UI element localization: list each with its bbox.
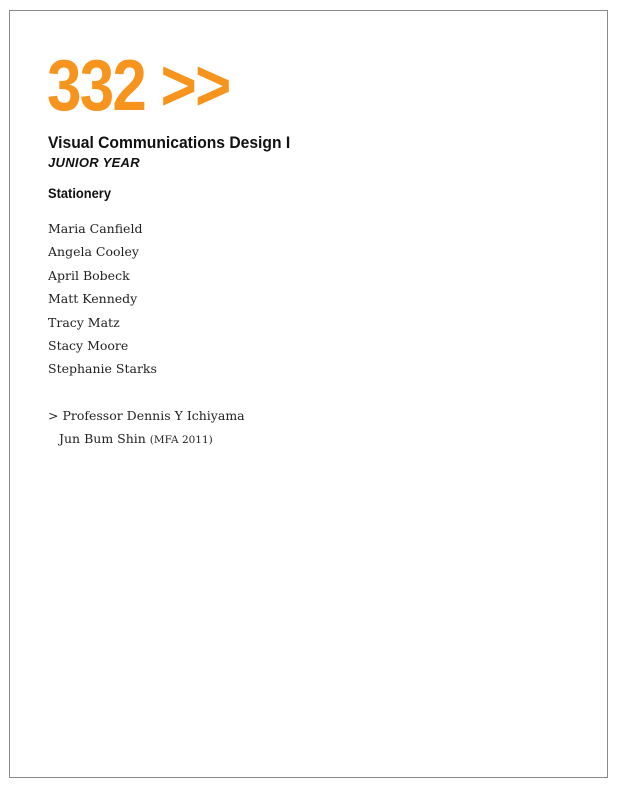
course-title: Visual Communications Design I: [48, 133, 291, 152]
list-item: Matt Kennedy: [48, 291, 138, 307]
list-item: Stephanie Starks: [48, 361, 157, 377]
list-item: Maria Canfield: [48, 221, 143, 236]
year-label: JUNIOR YEAR: [48, 155, 140, 170]
assistant-credit: [48, 429, 245, 452]
list-item: Tracy Matz: [48, 314, 120, 330]
project-title: Stationery: [48, 185, 111, 201]
list-item: Angela Cooley: [48, 244, 139, 260]
assistant-note: (MFA 2011): [149, 434, 213, 447]
assistant-name: Jun Bum Shin: [59, 431, 146, 447]
list-item: April Bobeck: [48, 267, 130, 283]
list-item: Stacy Moore: [48, 337, 129, 353]
student-list: [48, 219, 157, 383]
professor-credit: > Professor Dennis Y Ichiyama: [48, 408, 245, 423]
course-number-heading: 332 >>: [47, 46, 230, 126]
credits-block: [48, 406, 245, 453]
